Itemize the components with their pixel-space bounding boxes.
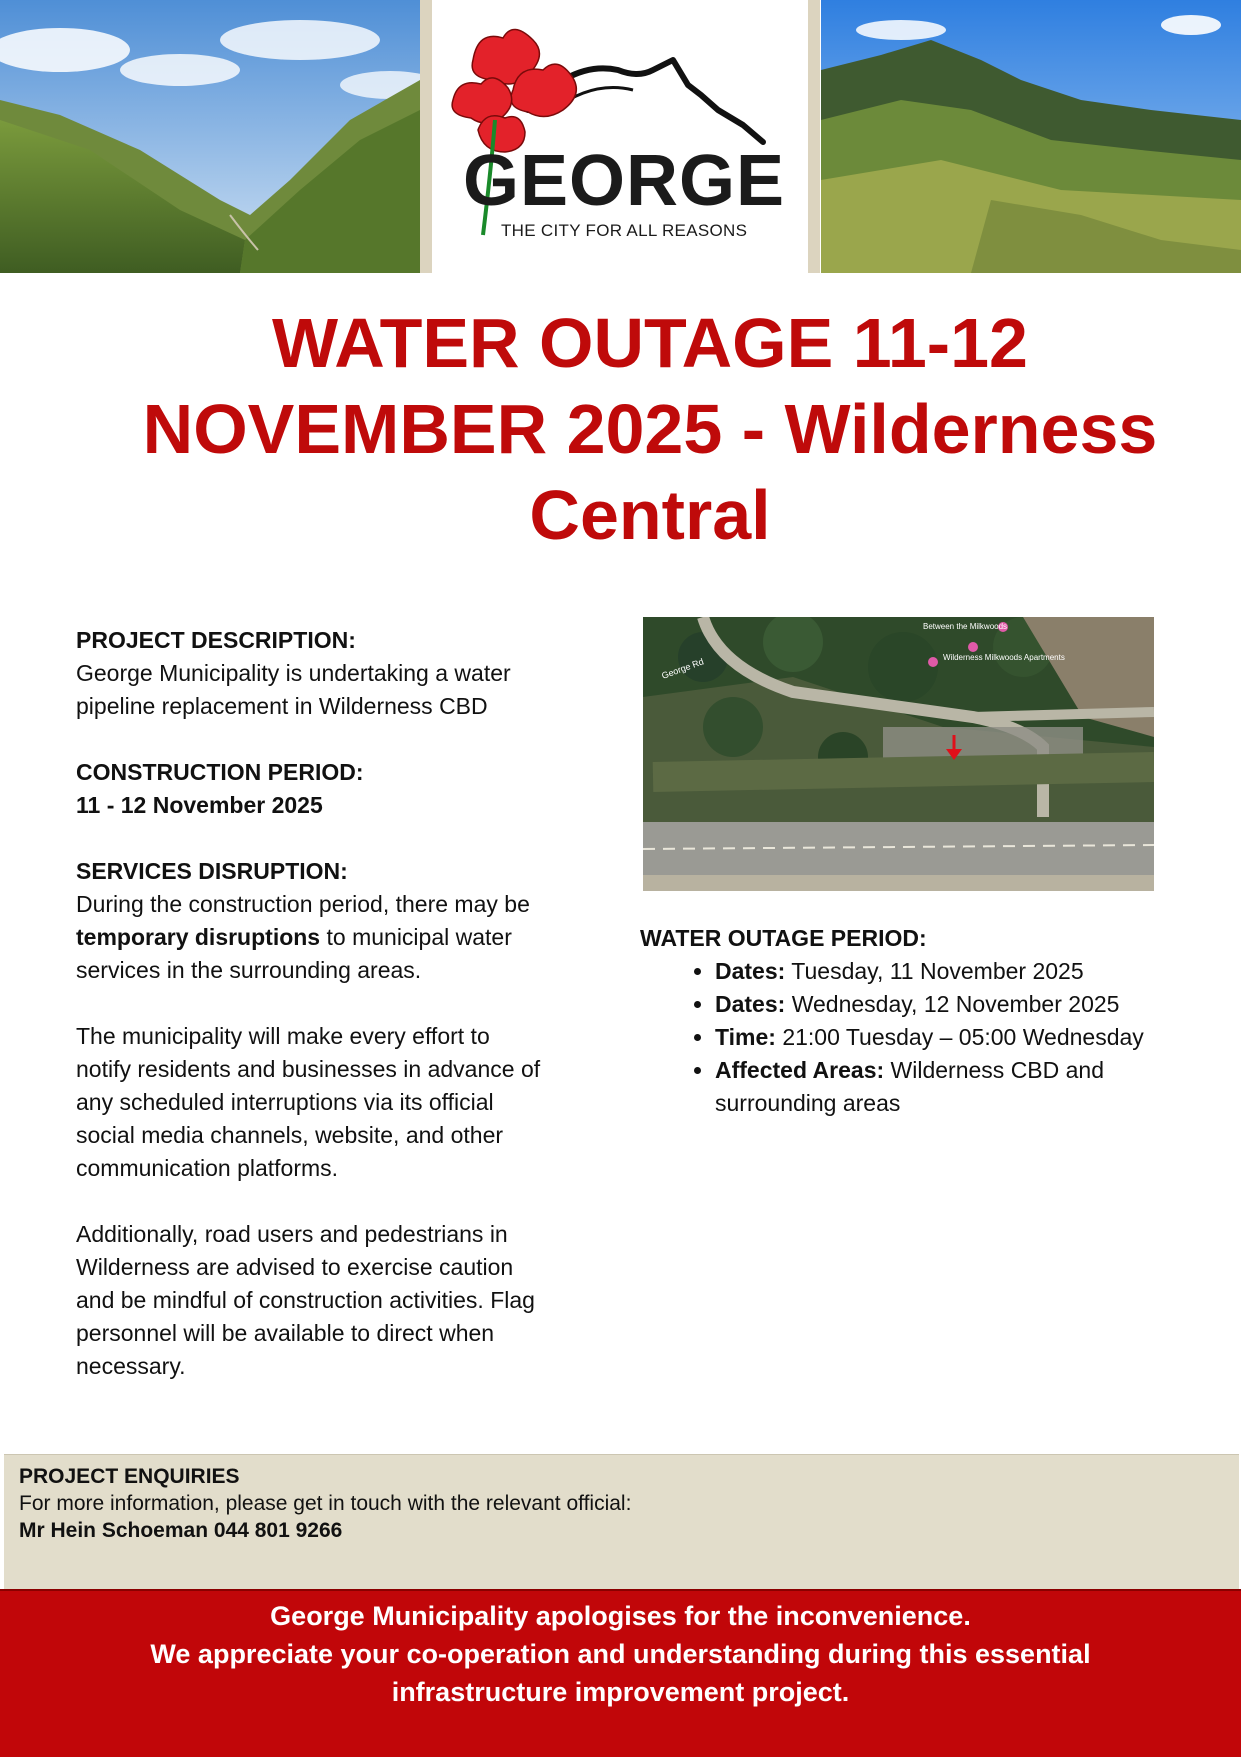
item-value: 21:00 Tuesday – 05:00 Wednesday xyxy=(775,1024,1144,1050)
project-details xyxy=(76,624,546,1383)
banner-divider xyxy=(808,0,820,273)
title-line-1: WATER OUTAGE 11-12 xyxy=(272,304,1028,382)
apology-footer xyxy=(0,1589,1241,1757)
item-value: Tuesday, 11 November 2025 xyxy=(785,958,1084,984)
disruption-text-end: to municipal water services in the surrounding areas. xyxy=(76,924,512,983)
title-line-2: NOVEMBER 2025 - Wilderness xyxy=(142,390,1158,468)
mountain-peak-photo xyxy=(821,0,1241,273)
disruption-text-start: During the construction period, there may be xyxy=(76,891,530,917)
list-item xyxy=(715,1054,1200,1120)
item-label: Dates: xyxy=(715,958,786,984)
item-label: Time: xyxy=(715,1024,776,1050)
list-item xyxy=(715,955,1200,988)
item-value: Wilderness CBD and surrounding areas xyxy=(715,1057,1105,1116)
page-title xyxy=(60,300,1240,558)
water-outage-period-section xyxy=(640,922,1200,1120)
water-outage-heading: WATER OUTAGE PERIOD: xyxy=(640,925,927,951)
logo-wordmark: GEORGE xyxy=(463,141,786,221)
road-users-paragraph: Additionally, road users and pedestrians in Wilderness are advised to exercise caution and be mindful of construction activities. Flag personnel will be available to direct when necessary. xyxy=(76,1221,535,1379)
aerial-map-image xyxy=(643,617,1154,891)
project-enquiries-box xyxy=(4,1454,1239,1589)
footer-line-3: infrastructure improvement project. xyxy=(391,1677,850,1707)
map-road-label: George Rd xyxy=(660,656,706,681)
list-item xyxy=(715,1021,1200,1054)
george-logo xyxy=(433,0,808,273)
item-label: Affected Areas: xyxy=(715,1057,885,1083)
outage-details-list xyxy=(640,955,1200,1120)
services-disruption-heading: SERVICES DISRUPTION: xyxy=(76,858,348,884)
enquiries-heading: PROJECT ENQUIRIES xyxy=(19,1465,240,1488)
notification-paragraph: The municipality will make every effort to notify residents and businesses in advance of any scheduled interruptions via its official social media channels, website, and other communication platforms. xyxy=(76,1023,541,1181)
construction-period-value: 11 - 12 November 2025 xyxy=(76,792,323,818)
enquiries-contact: Mr Hein Schoeman 044 801 9266 xyxy=(19,1519,343,1542)
banner-divider xyxy=(420,0,432,273)
header-banner xyxy=(0,0,1241,273)
title-line-3: Central xyxy=(529,476,771,554)
services-disruption-text xyxy=(76,888,546,987)
map-marker-label: Between the Milkwoods xyxy=(923,622,1008,631)
construction-period-heading: CONSTRUCTION PERIOD: xyxy=(76,759,364,785)
project-description-text: George Municipality is undertaking a water pipeline replacement in Wilderness CBD xyxy=(76,660,511,719)
enquiries-text: For more information, please get in touch with the relevant official: xyxy=(19,1492,632,1515)
project-description-heading: PROJECT DESCRIPTION: xyxy=(76,627,356,653)
footer-line-2: We appreciate your co-operation and understanding during this essential xyxy=(150,1639,1091,1669)
disruption-text-bold: temporary disruptions xyxy=(76,924,321,950)
logo-tagline: THE CITY FOR ALL REASONS xyxy=(501,221,748,240)
mountain-valley-photo xyxy=(0,0,420,273)
map-marker-label: Wilderness Milkwoods Apartments xyxy=(943,653,1065,662)
list-item xyxy=(715,988,1200,1021)
footer-line-1: George Municipality apologises for the inconvenience. xyxy=(270,1601,971,1631)
item-value: Wednesday, 12 November 2025 xyxy=(785,991,1120,1017)
item-label: Dates: xyxy=(715,991,786,1017)
